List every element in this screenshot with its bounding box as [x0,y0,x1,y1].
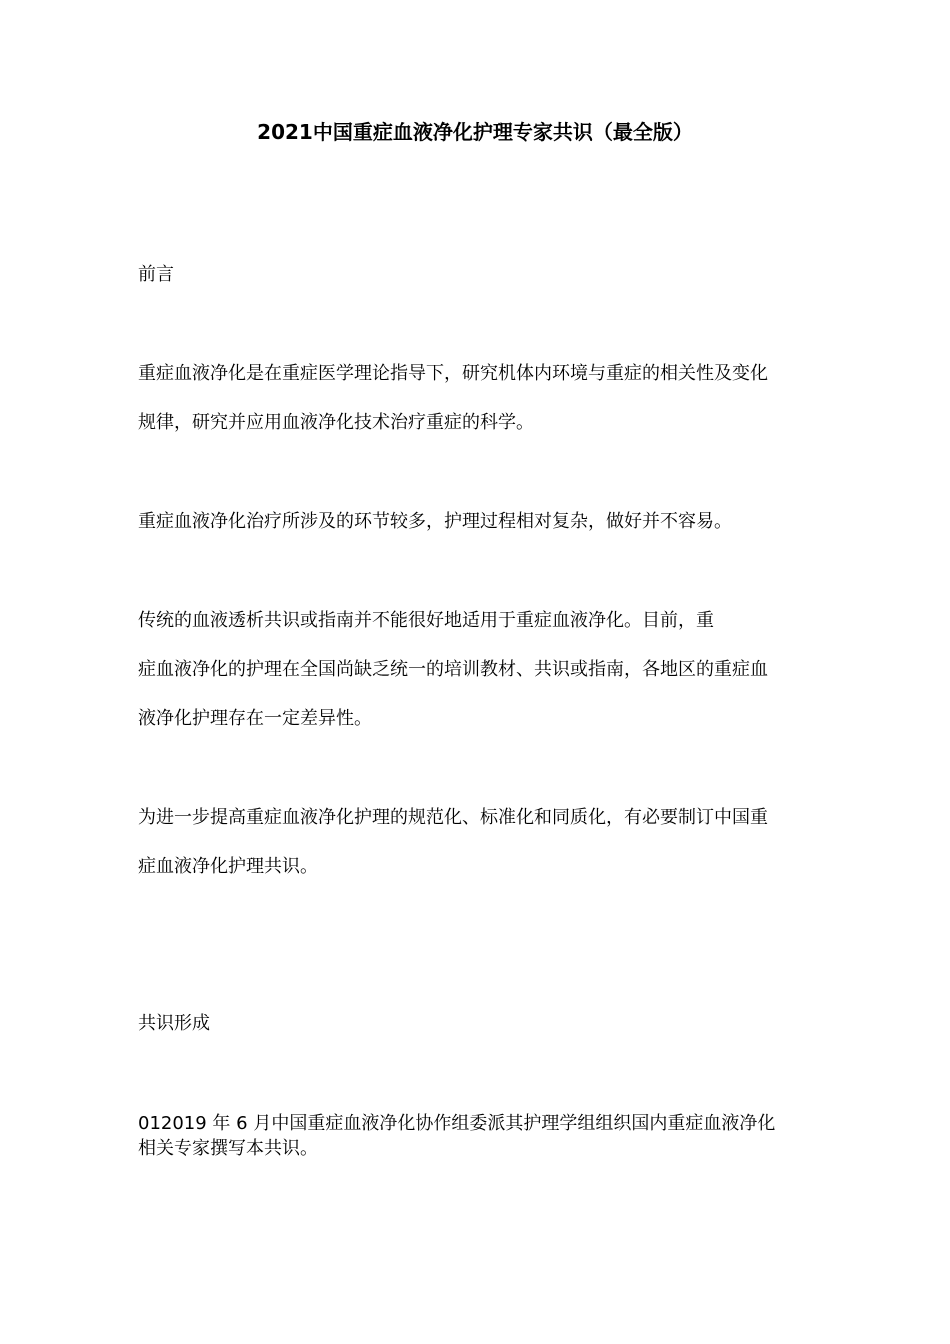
paragraph-3-line-2: 症血液净化的护理在全国尚缺乏统一的培训教材、共识或指南，各地区的重症血 [138,659,768,680]
paragraph-4-line-2: 症血液净化护理共识。 [138,856,318,877]
paragraph-4-line-1: 为进一步提高重症血液净化护理的规范化、标准化和同质化，有必要制订中国重 [138,807,768,828]
section-heading-consensus: 共识形成 [138,1013,210,1034]
paragraph-3-line-3: 液净化护理存在一定差异性。 [138,708,372,729]
paragraph-2-line-1: 重症血液净化治疗所涉及的环节较多，护理过程相对复杂，做好并不容易。 [138,511,732,532]
paragraph-1-line-1: 重症血液净化是在重症医学理论指导下，研究机体内环境与重症的相关性及变化 [138,363,768,384]
paragraph-3-line-1: 传统的血液透析共识或指南并不能很好地适用于重症血液净化。目前，重 [138,610,714,631]
paragraph-1-line-2: 规律，研究并应用血液净化技术治疗重症的科学。 [138,412,534,433]
paragraph-5-line-1: 012019 年 6 月中国重症血液净化协作组委派其护理学组组织国内重症血液净化 [138,1113,776,1134]
paragraph-5-line-2: 相关专家撰写本共识。 [138,1138,318,1159]
section-heading-preface: 前言 [138,264,174,285]
document-title: 2021中国重症血液净化护理专家共识（最全版） [257,120,693,144]
